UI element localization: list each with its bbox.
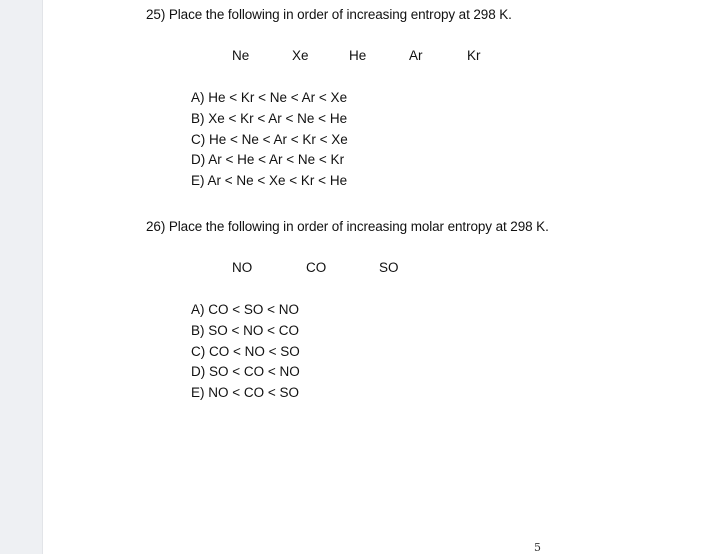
answer-choice: A) He < Kr < Ne < Ar < Xe xyxy=(191,90,348,105)
answer-choice: B) Xe < Kr < Ar < Ne < He xyxy=(191,110,348,126)
molecule-item: CO xyxy=(306,260,327,275)
element-item: Ne xyxy=(232,48,250,63)
answer-choice: E) NO < CO < SO xyxy=(191,385,300,401)
left-gutter xyxy=(0,0,43,554)
question-25-title: 25) Place the following in order of increasing entropy at 298 K. xyxy=(146,7,512,22)
element-item: Xe xyxy=(292,48,309,63)
answer-choice: D) SO < CO < NO xyxy=(191,364,300,380)
answer-choice: C) He < Ne < Ar < Kr < Xe xyxy=(191,131,348,147)
element-item: He xyxy=(349,48,367,63)
molecule-item: SO xyxy=(379,260,399,275)
question-26-choices xyxy=(191,300,300,404)
answer-choice: C) CO < NO < SO xyxy=(191,343,300,359)
molecule-item: NO xyxy=(232,260,253,275)
question-26-molecules xyxy=(43,260,711,278)
question-25-choices xyxy=(191,88,348,192)
page-number: 5 xyxy=(534,541,541,554)
document-page xyxy=(43,0,711,554)
answer-choice: A) CO < SO < NO xyxy=(191,302,300,317)
element-item: Kr xyxy=(467,48,481,63)
answer-choice: D) Ar < He < Ar < Ne < Kr xyxy=(191,152,345,168)
answer-choice: E) Ar < Ne < Xe < Kr < He xyxy=(191,173,348,189)
answer-choice: B) SO < NO < CO xyxy=(191,322,300,338)
question-26-title: 26) Place the following in order of increasing molar entropy at 298 K. xyxy=(146,219,549,234)
question-25-elements xyxy=(43,48,711,66)
element-item: Ar xyxy=(409,48,423,63)
